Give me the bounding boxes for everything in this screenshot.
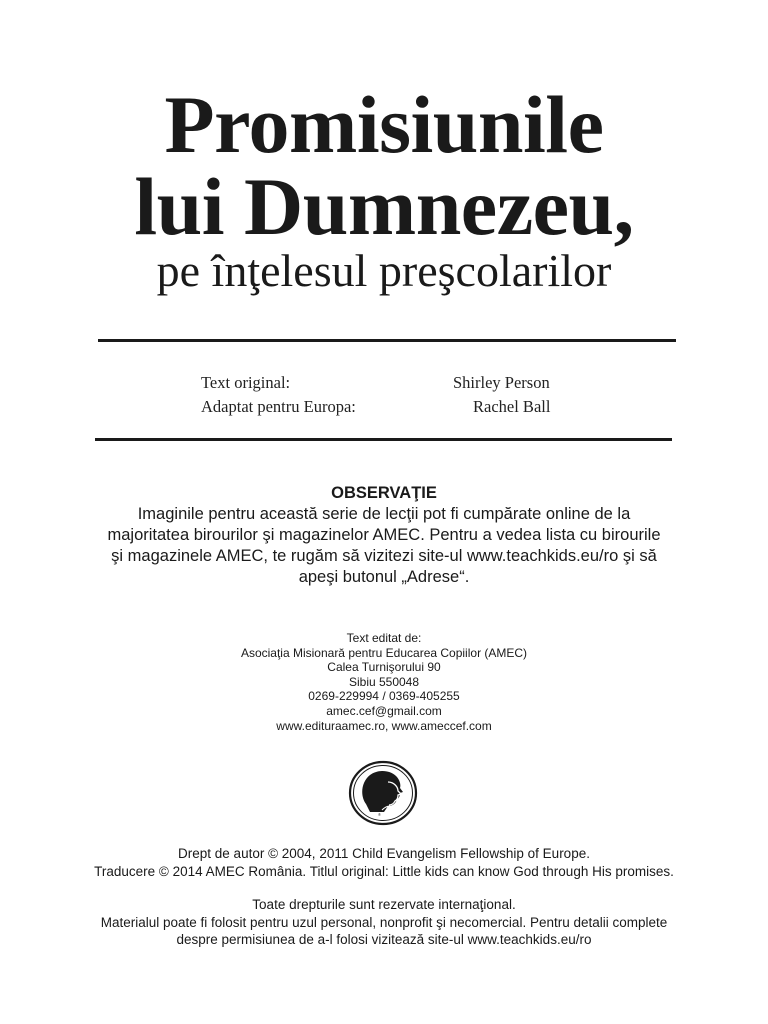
usage-line: despre permisiunea de a-l folosi vizitează site-ul www.teachkids.eu/ro xyxy=(176,932,592,947)
copyright-line: Drept de autor © 2004, 2011 Child Evangelism Fellowship of Europe. xyxy=(178,846,590,861)
notice-line: Imaginile pentru această serie de lecţii pot fi cumpărate online de la xyxy=(137,505,631,523)
copyright-block xyxy=(0,845,768,880)
publisher-email: amec.cef@gmail.com xyxy=(326,703,442,718)
translation-line: Traducere © 2014 AMEC România. Titlul original: Little kids can know God through His promises. xyxy=(94,863,674,879)
top-divider xyxy=(98,339,676,342)
notice-block xyxy=(0,483,768,588)
notice-line: şi magazinele AMEC, te rugăm să vizitezi site-ul www.teachkids.eu/ro şi să xyxy=(111,547,657,565)
usage-line: Materialul poate fi folosit pentru uzul personal, nonprofit şi necomercial. Pentru detalii complete xyxy=(100,914,668,930)
publisher-websites: www.edituraamec.ro, www.ameccef.com xyxy=(276,718,492,733)
notice-line: majoritatea birourilor şi magazinelor AMEC. Pentru a vedea lista cu birourile xyxy=(107,526,661,544)
title-line-2: lui Dumnezeu, xyxy=(134,161,634,252)
publisher-info xyxy=(0,631,768,733)
notice-line: apeşi butonul „Adrese“. xyxy=(298,568,470,586)
rights-line: Toate drepturile sunt rezervate internaţional. xyxy=(252,897,516,912)
adapted-label: Adaptat pentru Europa: xyxy=(201,397,356,416)
publisher-heading: Text editat de: xyxy=(346,631,422,645)
bottom-divider xyxy=(95,438,672,441)
title-line-1: Promisiunile xyxy=(164,79,604,170)
publisher-street: Calea Turnişorului 90 xyxy=(327,660,441,675)
notice-heading: OBSERVAŢIE xyxy=(331,484,437,502)
subtitle: pe înţelesul preşcolarilor xyxy=(156,245,612,296)
rights-block xyxy=(0,896,768,949)
child-profile-logo-icon xyxy=(348,760,418,826)
original-text-author: Shirley Person xyxy=(453,373,550,392)
publisher-name: Asociaţia Misionară pentru Educarea Copiilor (AMEC) xyxy=(240,645,528,660)
publisher-city: Sibiu 550048 xyxy=(348,674,420,689)
original-text-label: Text original: xyxy=(201,373,291,392)
adapted-author: Rachel Ball xyxy=(473,397,551,416)
publisher-phone: 0269-229994 / 0369-405255 xyxy=(308,689,460,704)
svg-text:®: ® xyxy=(378,812,381,817)
